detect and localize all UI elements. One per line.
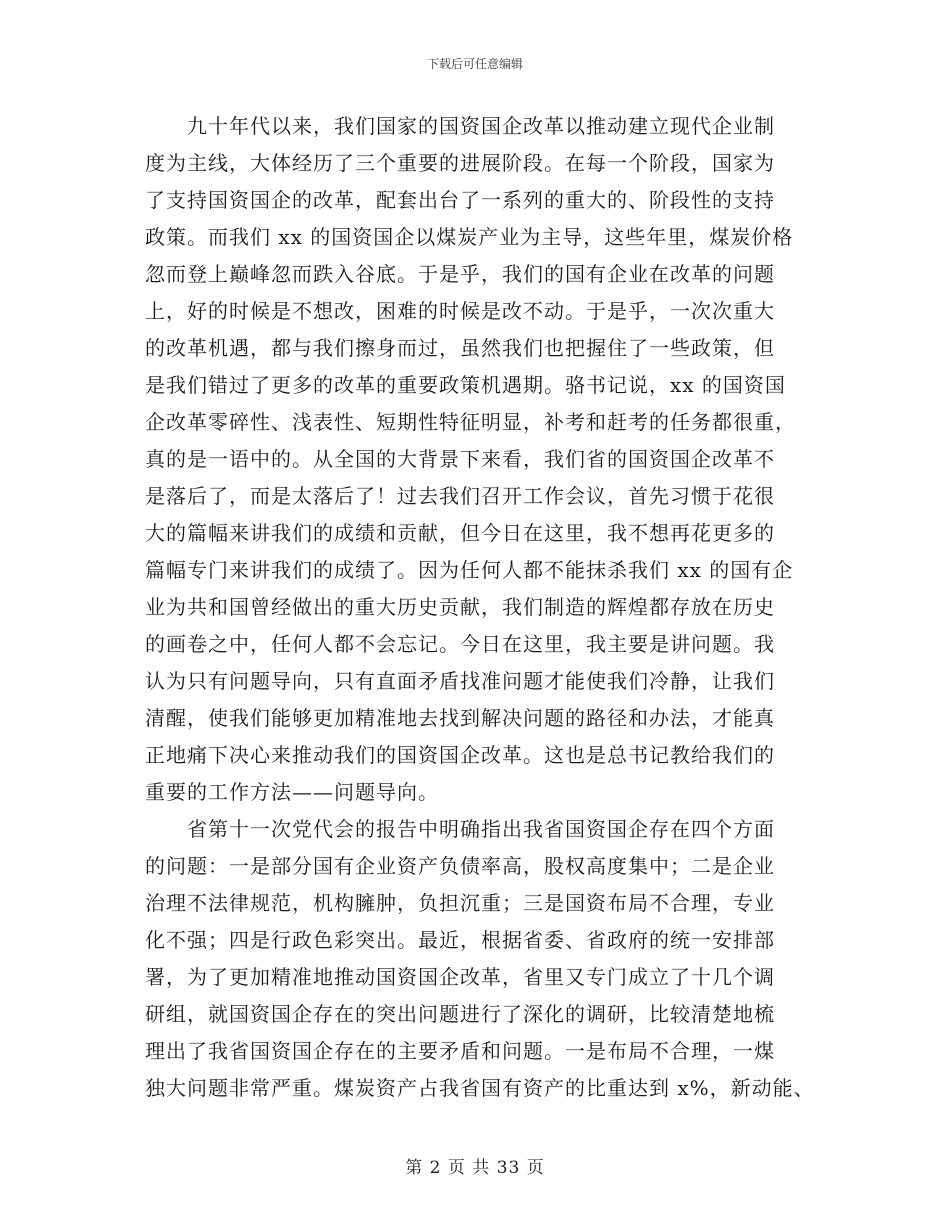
paragraph-line: 九十年代以来，我们国家的国资国企改革以推动建立现代企业制 <box>187 114 775 138</box>
paragraph-line: 治理不法律规范，机构臃肿，负担沉重；三是国资布局不合理，专业 <box>145 891 775 915</box>
paragraph-line: 的问题：一是部分国有企业资产负债率高，股权高度集中；二是企业 <box>145 854 775 878</box>
document-body <box>145 108 825 1107</box>
paragraph-line: 上，好的时候是不想改，困难的时候是改不动。于是乎，一次次重大 <box>145 299 775 323</box>
paragraph-line: 企改革零碎性、浅表性、短期性特征明显，补考和赶考的任务都很重， <box>145 410 796 434</box>
paragraph-line: 省第十一次党代会的报告中明确指出我省国资国企存在四个方面 <box>187 817 775 841</box>
paragraph-line: 正地痛下决心来推动我们的国资国企改革。这也是总书记教给我们的 <box>145 743 775 767</box>
paragraph-line: 化不强；四是行政色彩突出。最近，根据省委、省政府的统一安排部 <box>145 928 775 952</box>
paragraph-line: 认为只有问题导向，只有直面矛盾找准问题才能使我们冷静，让我们 <box>145 669 775 693</box>
paragraph-line: 篇幅专门来讲我们的成绩了。因为任何人都不能抹杀我们 xx 的国有企 <box>145 558 794 582</box>
paragraph-line: 的改革机遇，都与我们擦身而过，虽然我们也把握住了一些政策，但 <box>145 336 775 360</box>
paragraph-line: 的画卷之中，任何人都不会忘记。今日在这里，我主要是讲问题。我 <box>145 632 775 656</box>
paragraph-line: 业为共和国曾经做出的重大历史贡献，我们制造的辉煌都存放在历史 <box>145 595 775 619</box>
paragraph-line: 真的是一语中的。从全国的大背景下来看，我们省的国资国企改革不 <box>145 447 775 471</box>
paragraph-line: 独大问题非常严重。煤炭资产占我省国有资产的比重达到 x%，新动能、 <box>145 1076 815 1100</box>
paragraph-line: 理出了我省国资国企存在的主要矛盾和问题。一是布局不合理，一煤 <box>145 1039 775 1063</box>
paragraph-line: 忽而登上巅峰忽而跌入谷底。于是乎，我们的国有企业在改革的问题 <box>145 262 775 286</box>
paragraph-line: 重要的工作方法——问题导向。 <box>145 780 439 804</box>
paragraph-line: 是我们错过了更多的改革的重要政策机遇期。骆书记说，xx 的国资国 <box>145 373 786 397</box>
paragraph-line: 清醒，使我们能够更加精准地去找到解决问题的路径和办法，才能真 <box>145 706 775 730</box>
paragraph-line: 署，为了更加精准地推动国资国企改革，省里又专门成立了十几个调 <box>145 965 775 989</box>
paragraph-line: 是落后了，而是太落后了！过去我们召开工作会议，首先习惯于花很 <box>145 484 775 508</box>
paragraph-line: 了支持国资国企的改革，配套出台了一系列的重大的、阶段性的支持 <box>145 188 775 212</box>
page-header: 下载后可任意编辑 <box>426 57 523 71</box>
paragraph-line: 大的篇幅来讲我们的成绩和贡献，但今日在这里，我不想再花更多的 <box>145 521 775 545</box>
paragraph-line: 度为主线，大体经历了三个重要的进展阶段。在每一个阶段，国家为 <box>145 151 775 175</box>
paragraph-line: 研组，就国资国企存在的突出问题进行了深化的调研，比较清楚地梳 <box>145 1002 775 1026</box>
page-number-footer: 第 2 页 共 33 页 <box>405 1158 545 1178</box>
paragraph-line: 政策。而我们 xx 的国资国企以煤炭产业为主导，这些年里，煤炭价格 <box>145 225 794 249</box>
